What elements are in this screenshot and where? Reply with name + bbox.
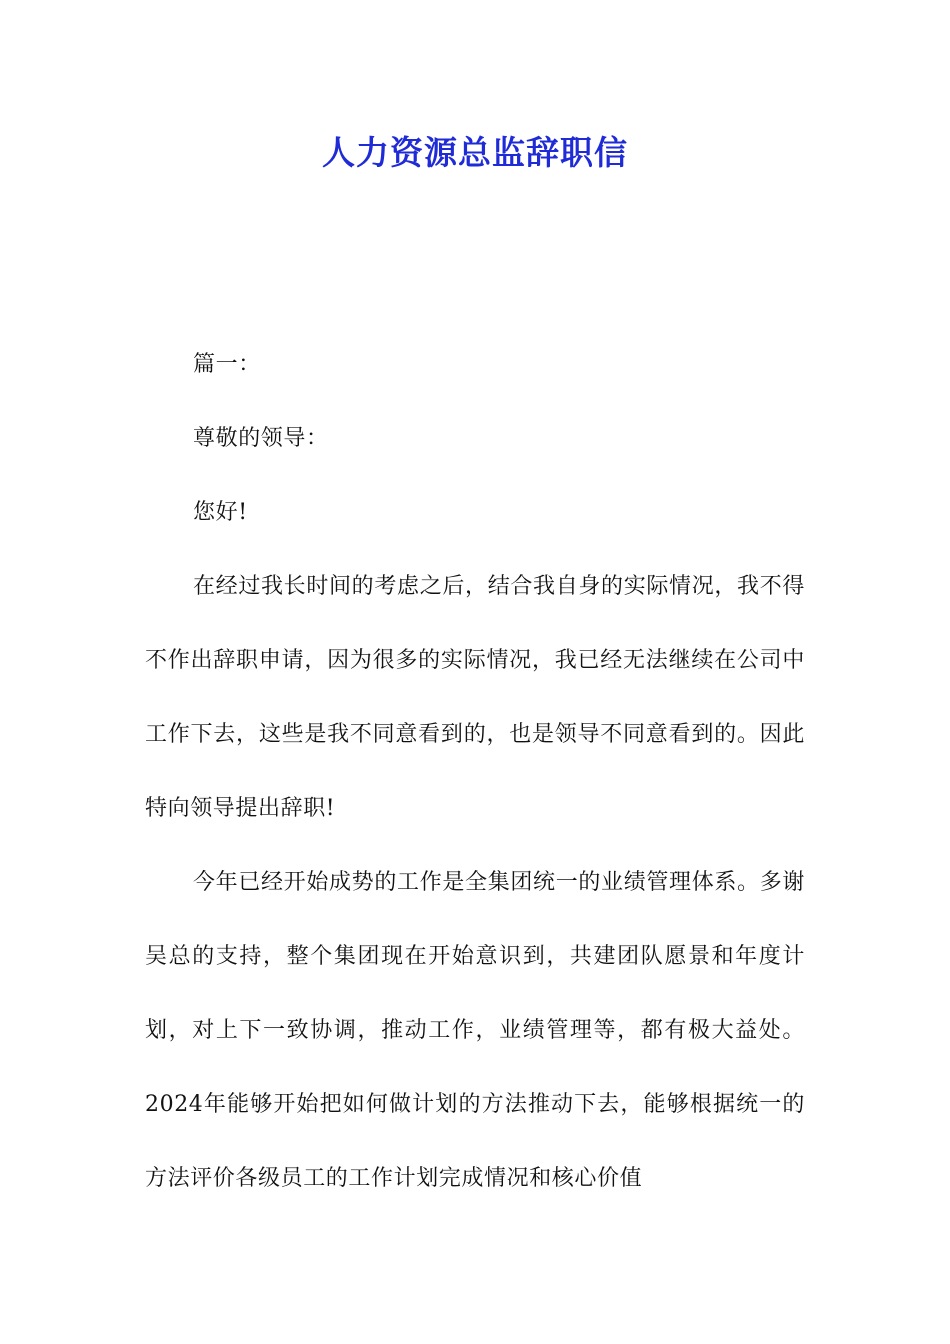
section-heading: 篇一：: [193, 352, 261, 377]
document-title: 人力资源总监辞职信: [322, 133, 628, 172]
salutation: 尊敬的领导：: [193, 426, 329, 451]
body-paragraph: 在经过我长时间的考虑之后，结合我自身的实际情况，我不得不作出辞职申请，因为很多的实际情况，我已经无法继续在公司中工作下去，这些是我不同意看到的，也是领导不同意看到的。因此特向领导提出辞职!: [145, 574, 805, 821]
document-body: [145, 328, 805, 1216]
body-paragraph: 今年已经开始成势的工作是全集团统一的业绩管理体系。多谢吴总的支持，整个集团现在开始意识到，共建团队愿景和年度计划，对上下一致协调，推动工作，业绩管理等，都有极大益处。2024年能够开始把如何做计划的方法推动下去，能够根据统一的方法评价各级员工的工作计划完成情况和核心价值: [145, 870, 805, 1191]
greeting: 您好!: [193, 500, 248, 525]
